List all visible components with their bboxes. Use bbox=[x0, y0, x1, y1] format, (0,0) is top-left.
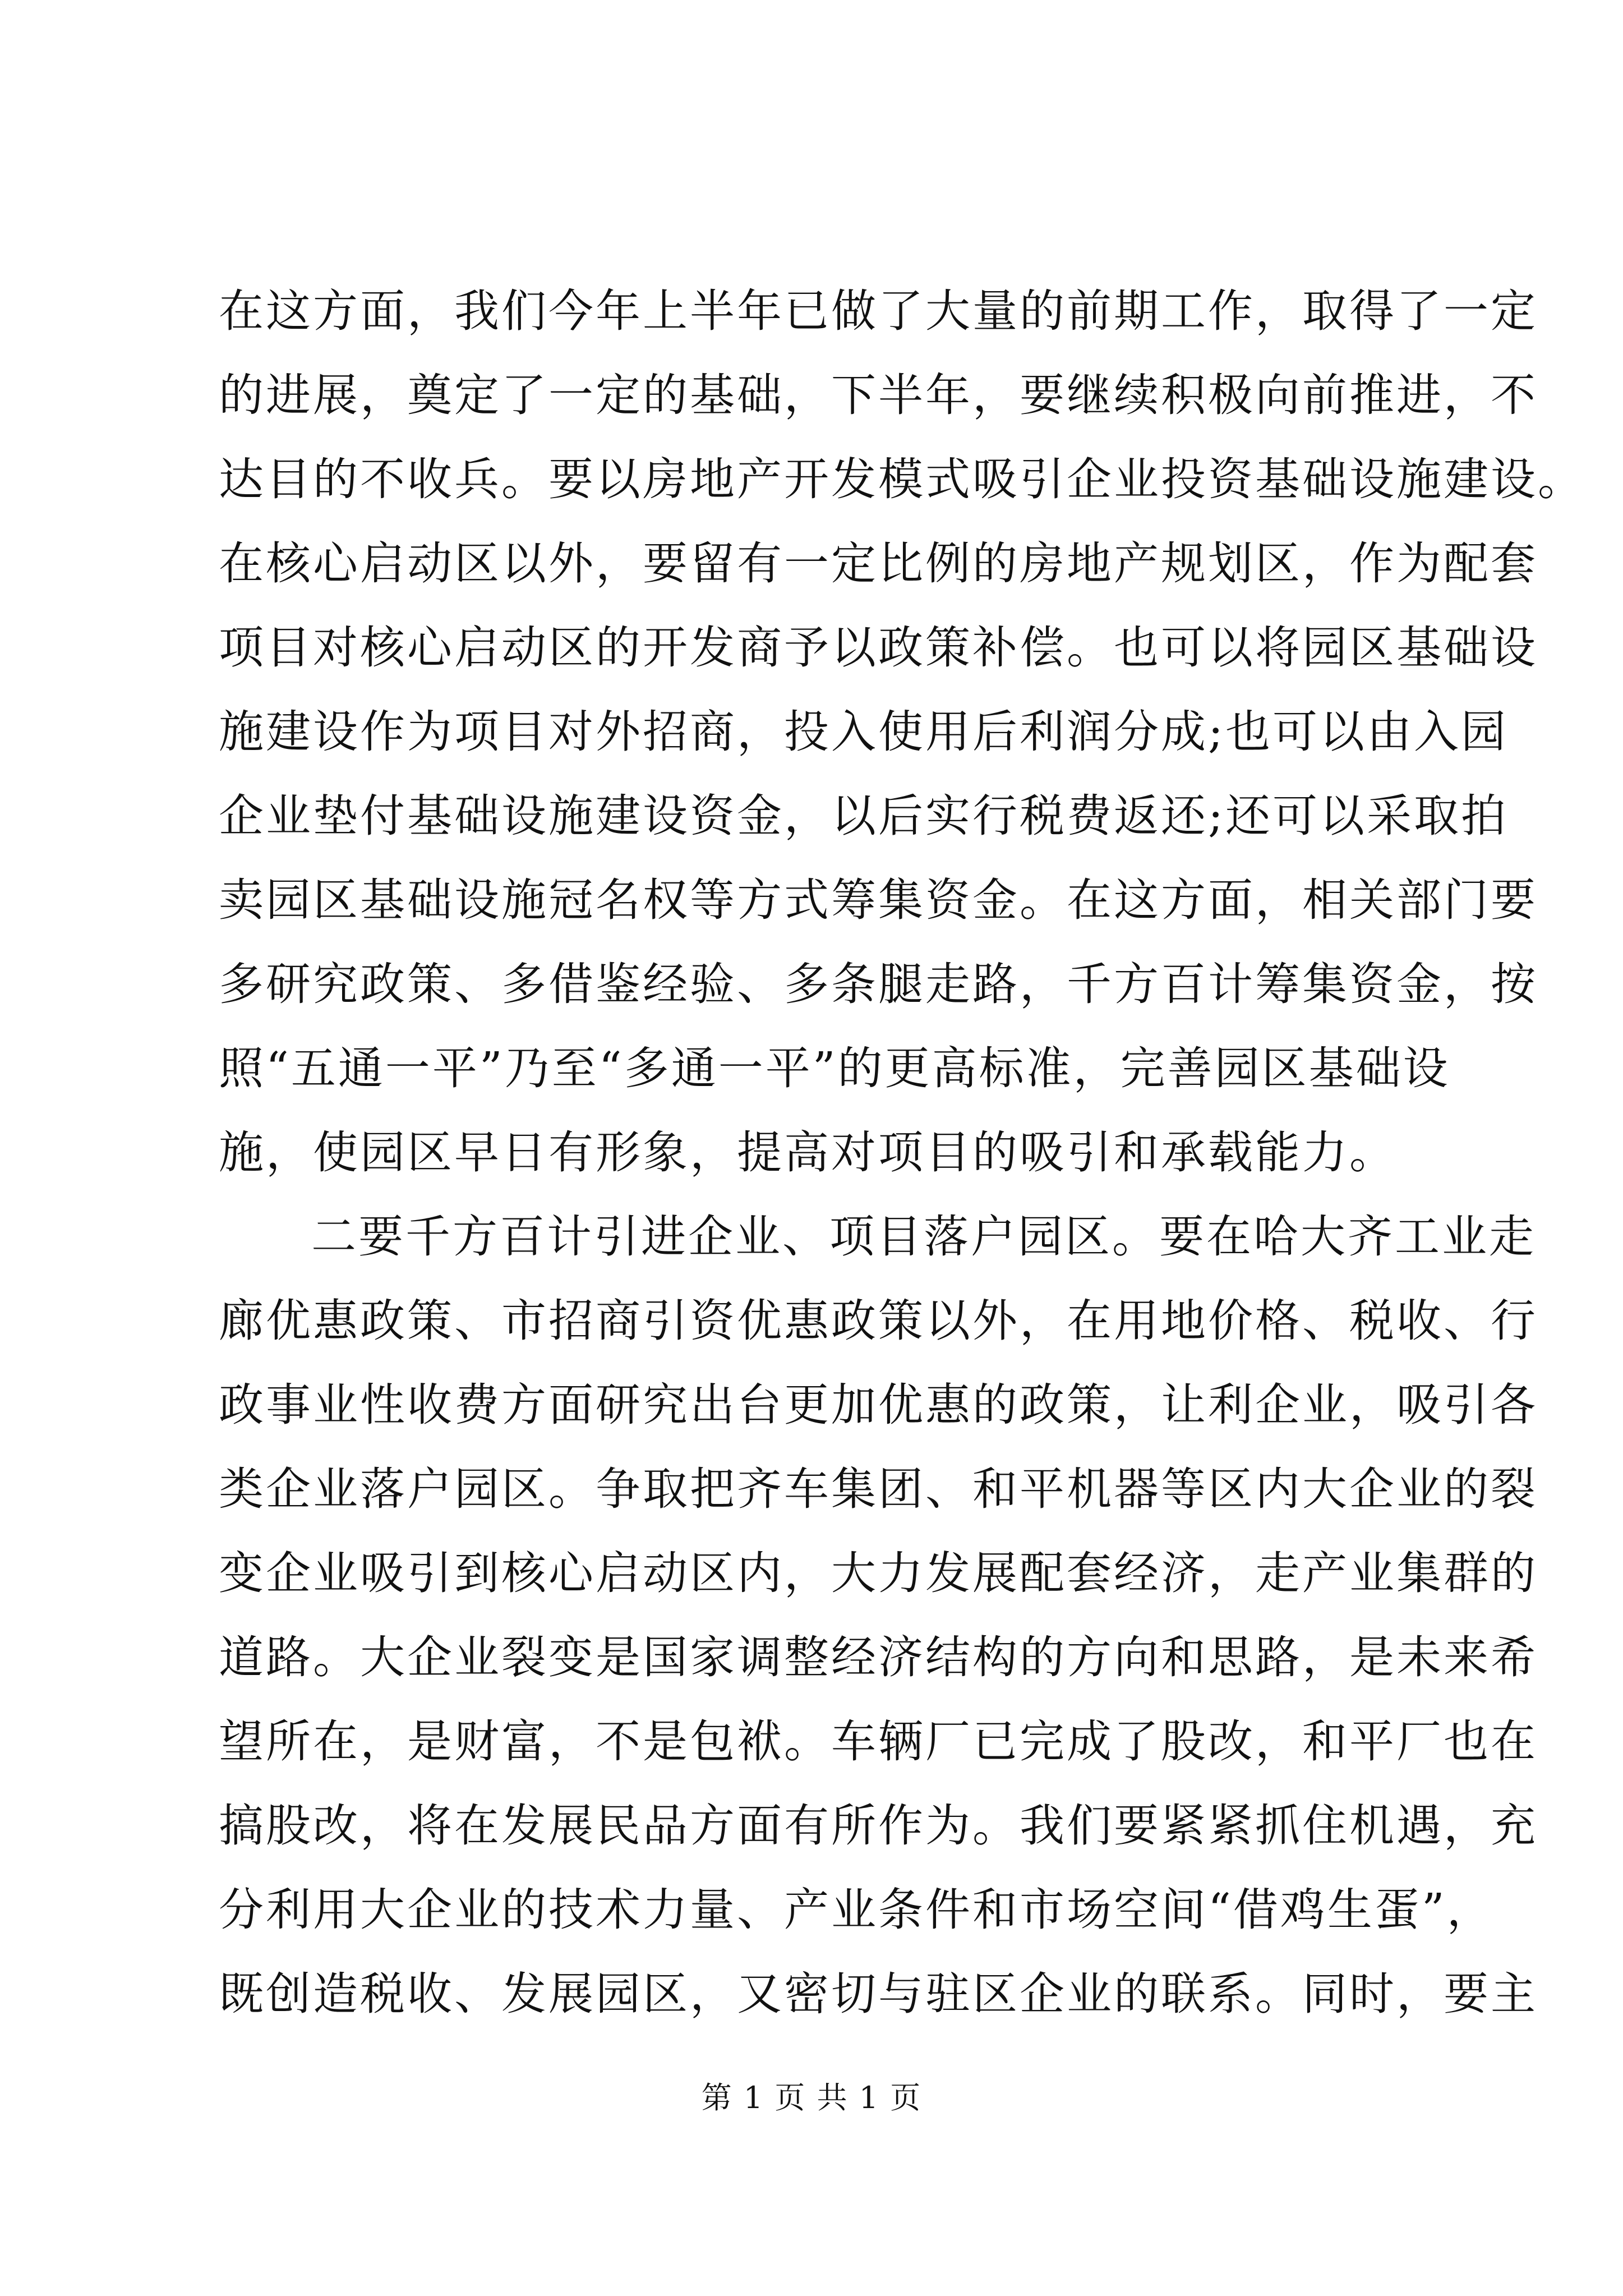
text-line: 二要千方百计引进企业、项目落户园区。要在哈大齐工业走 bbox=[311, 1211, 1536, 1263]
text-line: 卖园区基础设施冠名权等方式筹集资金。在这方面，相关部门要 bbox=[219, 874, 1538, 926]
text-line: 望所在，是财富，不是包袱。车辆厂已完成了股改，和平厂也在 bbox=[219, 1715, 1538, 1768]
text-line: 的进展，奠定了一定的基础，下半年，要继续积极向前推进，不 bbox=[219, 369, 1538, 421]
text-line: 施建设作为项目对外招商，投入使用后利润分成;也可以由入园 bbox=[219, 706, 1508, 758]
text-line: 分利用大企业的技术力量、产业条件和市场空间“借鸡生蛋”， bbox=[219, 1884, 1494, 1936]
text-line: 搞股改，将在发展民品方面有所作为。我们要紧紧抓住机遇，充 bbox=[219, 1800, 1538, 1852]
text-line: 照“五通一平”乃至“多通一平”的更高标准，完善园区基础设 bbox=[219, 1042, 1450, 1094]
text-line: 在核心启动区以外，要留有一定比例的房地产规划区，作为配套 bbox=[219, 537, 1538, 590]
text-line: 达目的不收兵。要以房地产开发模式吸引企业投资基础设施建设。 bbox=[219, 453, 1585, 505]
text-line: 类企业落户园区。争取把齐车集团、和平机器等区内大企业的裂 bbox=[219, 1463, 1538, 1515]
text-line: 项目对核心启动区的开发商予以政策补偿。也可以将园区基础设 bbox=[219, 622, 1538, 674]
text-line: 多研究政策、多借鉴经验、多条腿走路，千方百计筹集资金，按 bbox=[219, 958, 1538, 1010]
text-line: 政事业性收费方面研究出台更加优惠的政策，让利企业，吸引各 bbox=[219, 1379, 1538, 1431]
text-line: 道路。大企业裂变是国家调整经济结构的方向和思路，是未来希 bbox=[219, 1631, 1538, 1683]
text-line: 在这方面，我们今年上半年已做了大量的前期工作，取得了一定 bbox=[219, 285, 1538, 337]
text-line: 企业垫付基础设施建设资金，以后实行税费返还;还可以采取拍 bbox=[219, 790, 1508, 842]
text-line: 廊优惠政策、市招商引资优惠政策以外，在用地价格、税收、行 bbox=[219, 1295, 1538, 1347]
text-line: 变企业吸引到核心启动区内，大力发展配套经济，走产业集群的 bbox=[219, 1547, 1538, 1599]
text-line: 既创造税收、发展园区，又密切与驻区企业的联系。同时，要主 bbox=[219, 1968, 1538, 2020]
document-body bbox=[219, 269, 1585, 2036]
text-line: 施，使园区早日有形象，提高对项目的吸引和承载能力。 bbox=[219, 1126, 1396, 1179]
page-footer: 第 1 页 共 1 页 bbox=[701, 2080, 922, 2115]
